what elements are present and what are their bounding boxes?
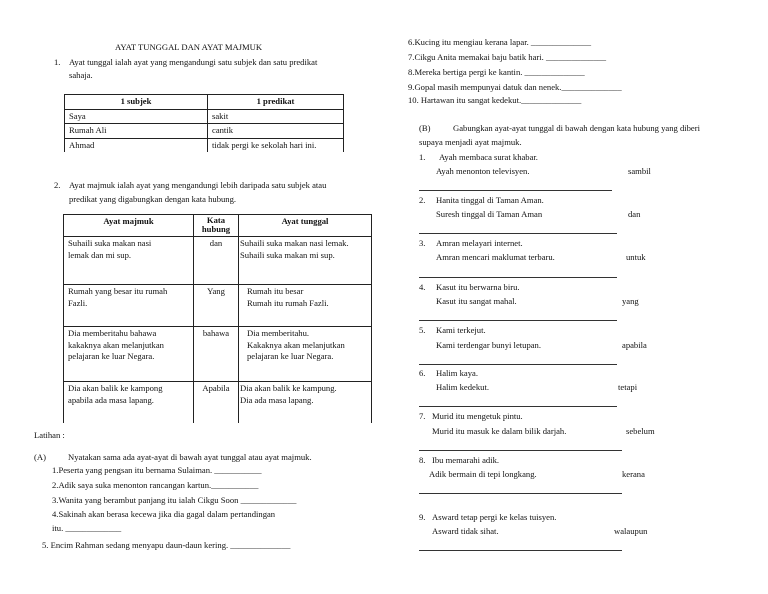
cell-predicate: cantik <box>208 124 344 139</box>
exercise-b-sentence-1: Murid itu mengetuk pintu. <box>432 411 523 421</box>
exercise-b-conjunction: sambil <box>628 166 651 176</box>
cell-conjunction: Apabila <box>194 381 239 423</box>
section-b-label: (B) <box>419 123 431 133</box>
exercise-b-sentence-1: Ayah membaca surat khabar. <box>439 152 538 162</box>
cell-subject: Saya <box>65 109 208 124</box>
exercise-b-conjunction: sebelum <box>626 426 655 436</box>
item-1-text-line1: Ayat tunggal ialah ayat yang mengandungi satu subjek dan satu predikat <box>69 57 318 67</box>
table-row <box>65 124 344 139</box>
exercise-a-item: 1.Peserta yang pengsan itu bernama Sulaiman. ___________ <box>52 465 262 475</box>
exercise-b-sentence-2: Suresh tinggal di Taman Aman <box>436 209 543 219</box>
header-simple: Ayat tunggal <box>239 215 372 237</box>
header-subject: 1 subjek <box>65 95 208 110</box>
item-1-text-line2: sahaja. <box>69 70 93 80</box>
cell-line: Suhaili suka makan mi sup. <box>240 249 335 260</box>
exercise-a-item: 7.Cikgu Anita memakai baju batik hari. ______________ <box>408 52 607 62</box>
table-row <box>64 284 372 326</box>
exercise-b-conjunction: kerana <box>622 469 645 479</box>
cell-compound <box>64 284 194 326</box>
section-a-label: (A) <box>34 452 46 462</box>
exercise-b-number: 5. <box>419 325 426 335</box>
exercise-a-item: itu. _____________ <box>52 523 122 533</box>
cell-conjunction: bahawa <box>194 326 239 381</box>
exercise-b-conjunction: tetapi <box>618 382 638 392</box>
answer-line <box>419 277 617 278</box>
table-row <box>65 109 344 124</box>
exercise-b-sentence-2: Kasut itu sangat mahal. <box>436 296 517 306</box>
cell-conjunction: dan <box>194 236 239 284</box>
exercise-b-sentence-2: Asward tidak sihat. <box>432 526 499 536</box>
exercise-a-item: 5. Encim Rahman sedang menyapu daun-daun kering. ______________ <box>42 540 291 550</box>
exercise-b-number: 6. <box>419 368 426 378</box>
exercise-b-sentence-2: Amran mencari maklumat terbaru. <box>436 252 555 262</box>
cell-line: pelajaran ke luar Negara. <box>68 351 155 362</box>
exercise-b-conjunction: walaupun <box>614 526 648 536</box>
exercise-a-item: 2.Adik saya suka menonton rancangan kartun.___________ <box>52 480 259 490</box>
cell-subject: Ahmad <box>65 138 208 152</box>
cell-conjunction: Yang <box>194 284 239 326</box>
exercise-b-number: 1. <box>419 152 426 162</box>
exercise-b-number: 4. <box>419 282 426 292</box>
exercise-b-sentence-2: Murid itu masuk ke dalam bilik darjah. <box>432 426 567 436</box>
section-b-instruction-line2: supaya menjadi ayat majmuk. <box>419 137 522 147</box>
exercise-b-sentence-1: Asward tetap pergi ke kelas tuisyen. <box>432 512 557 522</box>
cell-simple <box>239 326 372 381</box>
cell-predicate: tidak pergi ke sekolah hari ini. <box>208 138 344 152</box>
exercise-a-item: 9.Gopal masih mempunyai datuk dan nenek.______________ <box>408 82 622 92</box>
table-row <box>65 138 344 152</box>
cell-compound <box>64 381 194 423</box>
exercise-heading: Latihan : <box>34 430 65 440</box>
answer-line <box>419 233 617 234</box>
cell-line: Rumah itu rumah Fazli. <box>247 297 329 308</box>
cell-compound <box>64 326 194 381</box>
single-sentence-table <box>64 94 344 152</box>
worksheet-title: AYAT TUNGGAL DAN AYAT MAJMUK <box>115 42 263 52</box>
exercise-b-sentence-2: Adik bermain di tepi longkang. <box>429 469 537 479</box>
cell-line: lemak dan mi sup. <box>68 249 132 260</box>
table-row <box>64 236 372 284</box>
exercise-b-number: 3. <box>419 238 426 248</box>
answer-line <box>419 190 612 191</box>
answer-line <box>419 493 622 494</box>
answer-line <box>419 364 617 365</box>
exercise-b-sentence-1: Halim kaya. <box>436 368 478 378</box>
cell-line: Dia akan balik ke kampong <box>68 382 163 393</box>
table-header-row <box>64 215 372 237</box>
header-predicate: 1 predikat <box>208 95 344 110</box>
cell-line: Kakaknya akan melanjutkan <box>247 339 345 350</box>
cell-simple <box>239 284 372 326</box>
exercise-b-conjunction: dan <box>628 209 641 219</box>
exercise-b-sentence-1: Ibu memarahi adik. <box>432 455 500 465</box>
answer-line <box>419 550 622 551</box>
table-row <box>64 326 372 381</box>
exercise-b-number: 9. <box>419 512 426 522</box>
exercise-a-item: 3.Wanita yang berambut panjang itu ialah Cikgu Soon _____________ <box>52 495 297 505</box>
exercise-b-number: 7. <box>419 411 426 421</box>
exercise-b-sentence-1: Kasut itu berwarna biru. <box>436 282 520 292</box>
cell-simple <box>239 236 372 284</box>
cell-line: Dia akan balik ke kampung. <box>240 382 337 393</box>
item-2-number: 2. <box>54 180 61 190</box>
exercise-b-sentence-1: Hanita tinggal di Taman Aman. <box>436 195 544 205</box>
cell-line: kakaknya akan melanjutkan <box>68 339 164 350</box>
item-1-number: 1. <box>54 57 61 67</box>
cell-line: pelajaran ke luar Negara. <box>247 351 334 362</box>
cell-line: Suhaili suka makan nasi <box>68 237 152 248</box>
item-2-text-line1: Ayat majmuk ialah ayat yang mengandungi lebih daripada satu subjek atau <box>69 180 327 190</box>
answer-line <box>419 406 617 407</box>
exercise-b-sentence-2: Ayah menonton televisyen. <box>436 166 530 176</box>
section-a-instruction: Nyatakan sama ada ayat-ayat di bawah ayat tunggal atau ayat majmuk. <box>68 452 312 462</box>
table-row <box>64 381 372 423</box>
table-header-row <box>65 95 344 110</box>
cell-line: Suhaili suka makan nasi lemak. <box>240 237 349 248</box>
exercise-b-sentence-2: Halim kedekut. <box>436 382 489 392</box>
cell-line: apabila ada masa lapang. <box>68 394 154 405</box>
exercise-b-sentence-1: Kami terkejut. <box>436 325 486 335</box>
exercise-a-item: 6.Kucing itu mengiau kerana lapar. ______________ <box>408 37 592 47</box>
header-conjunction: Kata hubung <box>194 215 239 237</box>
cell-line: Dia ada masa lapang. <box>240 394 314 405</box>
exercise-a-item: 10. Hartawan itu sangat kedekut.______________ <box>408 95 582 105</box>
cell-line: Fazli. <box>68 297 88 308</box>
exercise-b-conjunction: apabila <box>622 340 647 350</box>
cell-line: Rumah yang besar itu rumah <box>68 285 168 296</box>
exercise-a-item: 4.Sakinah akan berasa kecewa jika dia gagal dalam pertandingan <box>52 509 276 519</box>
header-compound: Ayat majmuk <box>64 215 194 237</box>
exercise-b-number: 2. <box>419 195 426 205</box>
exercise-b-conjunction: yang <box>622 296 639 306</box>
exercise-b-conjunction: untuk <box>626 252 646 262</box>
item-2-text-line2: predikat yang digabungkan dengan kata hubung. <box>69 194 237 204</box>
cell-line: Rumah itu besar <box>247 285 304 296</box>
cell-simple <box>239 381 372 423</box>
cell-predicate: sakit <box>208 109 344 124</box>
exercise-b-number: 8. <box>419 455 426 465</box>
compound-sentence-table <box>63 214 372 423</box>
answer-line <box>419 450 622 451</box>
cell-line: Dia memberitahu. <box>247 327 310 338</box>
cell-line: Dia memberitahu bahawa <box>68 327 157 338</box>
cell-subject: Rumah Ali <box>65 124 208 139</box>
exercise-b-sentence-2: Kami terdengar bunyi letupan. <box>436 340 542 350</box>
cell-compound <box>64 236 194 284</box>
exercise-a-item: 8.Mereka bertiga pergi ke kantin. ______________ <box>408 67 585 77</box>
exercise-b-sentence-1: Amran melayari internet. <box>436 238 523 248</box>
answer-line <box>419 320 617 321</box>
section-b-instruction-line1: Gabungkan ayat-ayat tunggal di bawah dengan kata hubung yang diberi <box>453 123 700 133</box>
